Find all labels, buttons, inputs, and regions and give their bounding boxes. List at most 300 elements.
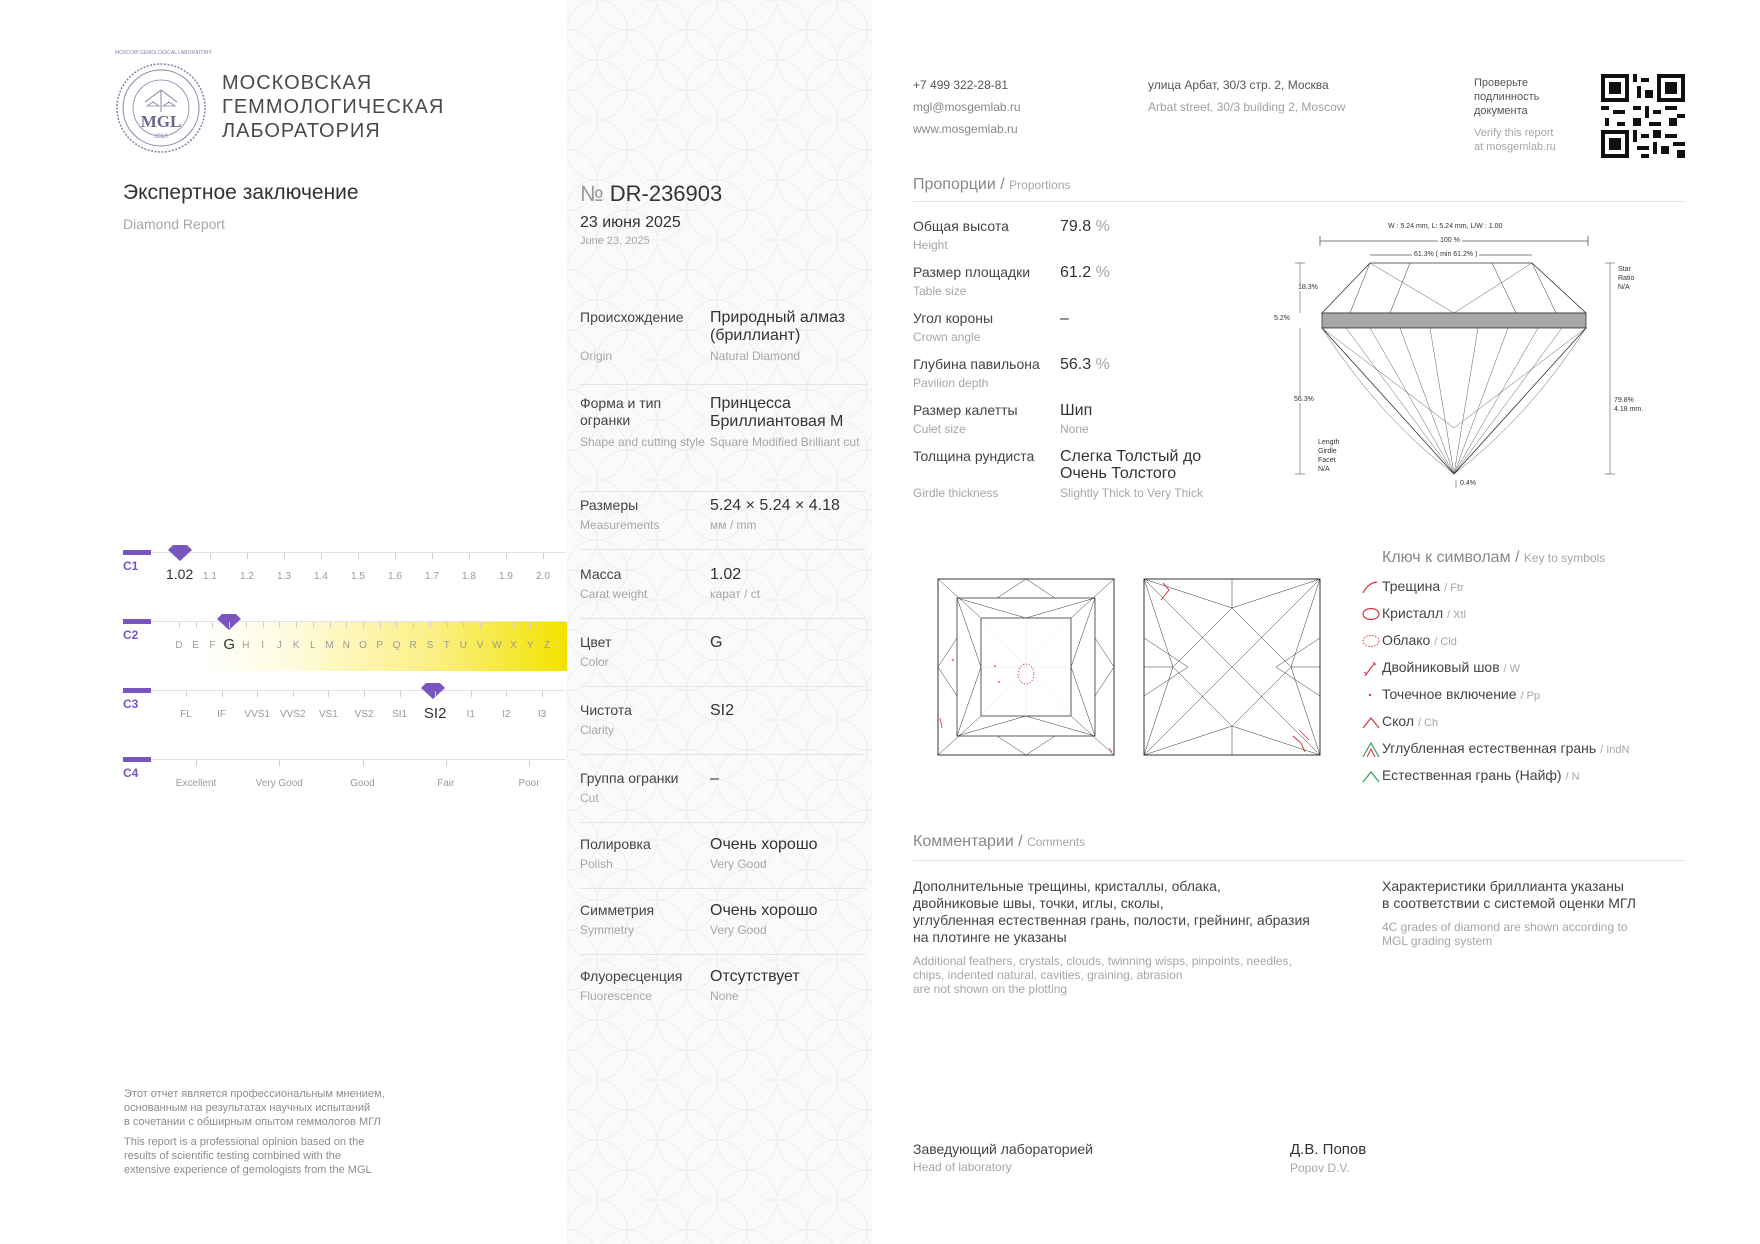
twinning-wisp-icon — [1362, 661, 1378, 677]
crystal-icon — [1362, 607, 1380, 621]
contact-email[interactable]: mgl@mosgemlab.ru — [913, 100, 1021, 114]
property-label: Происхождение — [580, 309, 684, 325]
c3-tick-mark — [400, 691, 401, 697]
c3-line — [151, 690, 566, 691]
c2-tick-label: U — [459, 640, 467, 651]
c1-tag: C1 — [123, 559, 139, 573]
c2-tick-mark — [179, 622, 180, 628]
property-label: Форма и тип огранки — [580, 395, 662, 428]
comments-title-ru: Комментарии — [913, 833, 1014, 850]
cloud-icon — [1362, 634, 1380, 648]
diagram-height-pct: 79.8% — [1614, 397, 1634, 404]
c2-tick-mark — [380, 622, 381, 628]
signature-role-en: Head of laboratory — [913, 1160, 1012, 1174]
lab-name-line-1: МОСКОВСКАЯ — [222, 72, 373, 94]
proportion-number: 79.8 — [1060, 218, 1092, 235]
proportion-label: Глубина павильона — [913, 356, 1040, 372]
c2-tick-mark — [346, 622, 347, 628]
key-code: / N — [1565, 771, 1580, 783]
plot-pavilion-view — [1143, 578, 1321, 761]
report-number — [580, 181, 722, 207]
key-code: / IndN — [1600, 744, 1630, 756]
c3-tick-label: SI1 — [392, 709, 408, 720]
c2-tick-label: Y — [526, 640, 534, 651]
disclaimer-ru-2: основанным на результатах научных испытаний — [124, 1102, 371, 1114]
proportion-diagram — [1270, 218, 1670, 498]
key-twinning-wisp — [1382, 659, 1520, 675]
property-label: Группа огранки — [580, 770, 679, 786]
property-carat — [580, 566, 866, 619]
proportions-divider — [913, 201, 1685, 202]
note-ru-1: Характеристики бриллианта указаны — [1382, 878, 1624, 894]
c2-tick-label: V — [476, 640, 484, 651]
c2-tick-label: H — [242, 640, 250, 651]
c1-tick-label: 1.2 — [240, 571, 254, 582]
property-fluorescence — [580, 968, 866, 1010]
c1-tick-mark — [543, 553, 544, 559]
property-value: 1.02 — [710, 566, 742, 583]
c1-tick-label: 1.5 — [351, 571, 365, 582]
c3-tick-mark — [222, 691, 223, 697]
c1-bar — [123, 550, 151, 555]
c1-tick-label: 1.7 — [425, 571, 439, 582]
diagram-girdle: 5.2% — [1274, 315, 1290, 322]
c2-tick-label: I — [261, 640, 265, 651]
comment-ru-3: углубленная естественная грань, полости, грейнинг, абразия — [913, 912, 1310, 928]
c2-tick-mark — [396, 622, 397, 628]
key-label: Скол — [1382, 713, 1415, 729]
c3-tick-label: FL — [180, 709, 192, 720]
diagram-crown: 18.3% — [1298, 284, 1318, 291]
comment-ru-2: двойниковые швы, точки, иглы, сколы, — [913, 895, 1164, 911]
c1-tick-mark — [284, 553, 285, 559]
disclaimer-en-3: extensive experience of gemologists from the MGL — [124, 1164, 372, 1176]
c4-tick-label: Poor — [518, 778, 540, 789]
natural-icon — [1362, 769, 1380, 783]
report-date: 23 июня 2025 — [580, 214, 681, 231]
disclaimer-ru-1: Этот отчет является профессиональным мнением, — [124, 1088, 385, 1100]
lab-name — [222, 71, 444, 143]
signature-name-ru: Д.В. Попов — [1290, 1141, 1367, 1158]
verify-en-2: at mosgemlab.ru — [1474, 141, 1556, 153]
property-value-en: карат / ct — [710, 587, 761, 601]
c4-tick-mark — [196, 760, 197, 766]
c2-bar — [123, 619, 151, 624]
c2-tick-mark — [480, 622, 481, 628]
key-label: Двойниковый шов — [1382, 659, 1500, 675]
report-number-value: DR-236903 — [609, 181, 723, 206]
c3-tick-mark — [186, 691, 187, 697]
property-value-en: Natural Diamond — [710, 349, 801, 363]
diagram-lgf-2: Girdle — [1318, 448, 1337, 455]
key-title: Ключ к символам / Key to symbols — [1382, 549, 1606, 566]
feather-icon — [1362, 580, 1378, 594]
c2-tick-label: W — [492, 640, 502, 651]
c2-tick-label: Z — [543, 640, 551, 651]
c4-tick-mark — [529, 760, 530, 766]
key-code: / Ch — [1417, 717, 1439, 729]
plot-crown-view — [937, 578, 1115, 761]
key-crystal — [1382, 605, 1466, 621]
c4-tick-mark — [363, 760, 364, 766]
c2-tick-mark — [547, 622, 548, 628]
proportion-value-en: None — [1060, 422, 1089, 436]
logo-text: MGL — [140, 112, 182, 131]
proportion-value: Слегка Толстый до Очень Толстого — [1060, 448, 1202, 482]
contact-website[interactable]: www.mosgemlab.ru — [913, 122, 1018, 136]
c3-tick-mark — [471, 691, 472, 697]
verify-block — [1474, 76, 1556, 154]
comments-divider — [913, 860, 1685, 861]
c2-tick-mark — [212, 622, 213, 628]
property-polish — [580, 836, 866, 889]
proportion-label: Толщина рундиста — [913, 448, 1035, 464]
c2-tick-label: Q — [392, 640, 401, 651]
c2-tick-label: G — [223, 636, 236, 653]
property-value-en: Very Good — [710, 857, 767, 871]
c3-bar — [123, 688, 151, 693]
property-label: Масса — [580, 566, 622, 582]
property-measurements — [580, 497, 866, 550]
c3-tick-label: I1 — [466, 709, 475, 720]
c3-tick-mark — [435, 691, 436, 697]
diagram-lgf-1: Length — [1318, 439, 1340, 446]
property-value-en: Square Modified Brilliant cut — [710, 435, 860, 449]
property-shape — [580, 395, 866, 492]
property-value: Очень хорошо — [710, 836, 818, 853]
report-subtitle: Diamond Report — [123, 216, 225, 232]
c2-tick-mark — [430, 622, 431, 628]
diagram-pavilion: 56.3% — [1294, 396, 1314, 403]
diagram-lgf-3: Facet — [1318, 457, 1336, 464]
diagram-lgf-4: N/A — [1318, 466, 1330, 473]
property-value: G — [710, 634, 723, 651]
c2-tick-mark — [279, 622, 280, 628]
proportion-value — [1060, 264, 1110, 282]
proportion-unit: % — [1095, 356, 1110, 373]
c1-tick-label: 1.4 — [314, 571, 328, 582]
comment-en-2: chips, indented natural, cavities, graining, abrasion — [913, 968, 1183, 982]
property-label-en: Color — [580, 655, 609, 669]
comment-en-1: Additional feathers, crystals, clouds, twinning wisps, pinpoints, needles, — [913, 954, 1292, 968]
property-value-en: None — [710, 989, 739, 1003]
key-pinpoint — [1382, 686, 1540, 702]
c4-tick-mark — [446, 760, 447, 766]
proportion-number: 56.3 — [1060, 356, 1092, 373]
key-chip — [1382, 713, 1438, 729]
c2-tick-mark — [229, 622, 230, 628]
key-label: Естественная грань (Найф) — [1382, 767, 1562, 783]
pinpoint-icon — [1362, 688, 1378, 702]
c2-tick-label: J — [276, 640, 282, 651]
key-label: Кристалл — [1382, 605, 1444, 621]
logo-ring-text: MOSCOW GEMOLOGICAL LABORATORY — [115, 50, 212, 56]
c2-tick-mark — [447, 622, 448, 628]
signature-name-en: Popov D.V. — [1290, 1161, 1350, 1175]
c1-tick-mark — [210, 553, 211, 559]
property-label-en: Symmetry — [580, 923, 634, 937]
c3-tick-label: VVS1 — [244, 709, 270, 720]
comments-body — [913, 878, 1310, 996]
property-label-en: Cut — [580, 791, 599, 805]
proportion-label: Размер площадки — [913, 264, 1031, 280]
proportion-label: Угол короны — [913, 310, 994, 326]
address-ru: улица Арбат, 30/3 стр. 2, Москва — [1148, 78, 1329, 92]
key-code: / W — [1503, 663, 1521, 675]
c1-tick-label: 2.0 — [536, 571, 550, 582]
key-label: Углубленная естественная грань — [1382, 740, 1597, 756]
property-value: Принцесса Бриллиантовая М — [710, 395, 844, 430]
comments-title-en: Comments — [1027, 835, 1086, 849]
c3-marker — [421, 683, 445, 704]
property-value: 5.24 × 5.24 × 4.18 — [710, 497, 840, 514]
proportion-label-en: Girdle thickness — [913, 486, 999, 500]
c4-bar — [123, 757, 151, 762]
report-title: Экспертное заключение — [123, 181, 359, 204]
signature-role — [913, 1141, 1093, 1174]
c3-tick-label: I2 — [502, 709, 511, 720]
c1-marker — [168, 545, 192, 566]
c2-tick-mark — [363, 622, 364, 628]
comment-ru-4: на плотинге не указаны — [913, 929, 1067, 945]
property-cut — [580, 770, 866, 823]
note-en-2: MGL grading system — [1382, 934, 1493, 948]
proportion-value: Шип — [1060, 402, 1093, 419]
proportion-value-en: Slightly Thick to Very Thick — [1060, 486, 1203, 500]
property-value: Очень хорошо — [710, 902, 818, 919]
key-label: Трещина — [1382, 578, 1441, 594]
key-title-en: Key to symbols — [1523, 551, 1606, 565]
property-label-en: Origin — [580, 349, 613, 363]
contact-phone[interactable]: +7 499 322-28-81 — [913, 78, 1009, 92]
property-value: SI2 — [710, 702, 735, 719]
c2-tick-mark — [514, 622, 515, 628]
key-cloud — [1382, 632, 1457, 648]
key-code: / Xtl — [1447, 609, 1466, 621]
c2-tick-label: S — [426, 640, 434, 651]
proportion-label-en: Table size — [913, 284, 967, 298]
proportion-number: 61.2 — [1060, 264, 1092, 281]
address-en: Arbat street, 30/3 building 2, Moscow — [1148, 100, 1346, 114]
c3-tick-mark — [542, 691, 543, 697]
c2-tick-mark — [530, 622, 531, 628]
proportion-label-en: Crown angle — [913, 330, 981, 344]
c3-tick-label: VS2 — [354, 709, 374, 720]
property-label: Флуоресценция — [580, 968, 683, 984]
c2-tick-mark — [313, 622, 314, 628]
comment-en-3: are not shown on the plotting — [913, 982, 1068, 996]
report-date-en: June 23, 2025 — [580, 235, 650, 247]
verify-ru-1: Проверьте — [1474, 77, 1529, 89]
c1-selected-label: 1.02 — [166, 566, 194, 582]
c2-tick-mark — [196, 622, 197, 628]
key-code: / Cld — [1434, 636, 1457, 648]
diagram-lgf — [1318, 438, 1339, 474]
proportions-title: Пропорции / Proportions — [913, 176, 1071, 193]
c2-tick-label: K — [292, 640, 300, 651]
c3-tick-mark — [506, 691, 507, 697]
c2-tick-mark — [263, 622, 264, 628]
key-code: / Pp — [1520, 690, 1541, 702]
address-block — [1148, 74, 1345, 118]
diagram-star-ratio — [1618, 265, 1634, 292]
proportion-unit: % — [1095, 264, 1110, 281]
c3-tick-mark — [293, 691, 294, 697]
verify-ru-3: документа — [1474, 105, 1528, 117]
c3-tick-label: VVS2 — [280, 709, 306, 720]
property-label: Чистота — [580, 702, 632, 718]
key-natural — [1382, 767, 1580, 783]
property-value: Природный алмаз (бриллиант) — [710, 309, 846, 344]
property-label-en: Fluorescence — [580, 989, 653, 1003]
proportion-value — [1060, 356, 1110, 374]
c1-tick-mark — [469, 553, 470, 559]
key-label: Облако — [1382, 632, 1431, 648]
c2-tick-label: M — [325, 640, 334, 651]
c1-tick-label: 1.9 — [499, 571, 513, 582]
c1-tick-mark — [506, 553, 507, 559]
property-label-en: Measurements — [580, 518, 660, 532]
diagram-star-3: N/A — [1618, 284, 1630, 291]
c2-tick-mark — [497, 622, 498, 628]
report-number-prefix: № — [580, 181, 604, 206]
c3-tick-mark — [364, 691, 365, 697]
c2-tick-label: O — [359, 640, 367, 651]
c2-tick-label: F — [209, 640, 216, 651]
diagram-table: 61.3% ( min 61.2% ) — [1414, 251, 1478, 258]
property-label-en: Carat weight — [580, 587, 648, 601]
c3-tick-label: VS1 — [318, 709, 338, 720]
signature-role-ru: Заведующий лабораторией — [913, 1141, 1093, 1157]
key-title-ru: Ключ к символам — [1382, 549, 1511, 566]
c3-tick-mark — [257, 691, 258, 697]
diagram-height-mm: 4.18 mm. — [1614, 406, 1644, 413]
c2-tick-label: T — [443, 640, 450, 651]
logo-year: 2010 — [154, 134, 168, 140]
comments-title: Комментарии / Comments — [913, 833, 1086, 850]
property-label-en: Shape and cutting style — [580, 435, 705, 449]
c3-tick-label: SI2 — [423, 705, 447, 722]
c2-tick-label: N — [342, 640, 350, 651]
indented-natural-icon — [1362, 742, 1380, 758]
property-value: Отсутствует — [710, 968, 800, 985]
c1-tick-label: 1.1 — [203, 571, 217, 582]
c4-line — [151, 759, 566, 760]
property-clarity — [580, 702, 866, 755]
property-label: Полировка — [580, 836, 651, 852]
c4-tick-label: Very Good — [255, 778, 303, 789]
c2-tick-label: E — [192, 640, 200, 651]
property-label-en: Polish — [580, 857, 613, 871]
lab-name-line-2: ГЕММОЛОГИЧЕСКАЯ — [222, 96, 445, 118]
property-value-en: Very Good — [710, 923, 767, 937]
c1-tick-mark — [247, 553, 248, 559]
property-color — [580, 634, 866, 687]
proportion-label: Размер калетты — [913, 402, 1018, 418]
c2-tick-mark — [330, 622, 331, 628]
c4-tag: C4 — [123, 766, 139, 780]
proportion-unit: % — [1095, 218, 1110, 235]
mgl-logo-seal — [115, 50, 212, 154]
c2-tick-mark — [413, 622, 414, 628]
c1-tick-mark — [432, 553, 433, 559]
note-ru-2: в соответствии с системой оценки МГЛ — [1382, 895, 1636, 911]
verify-en-1: Verify this report — [1474, 127, 1554, 139]
property-value: – — [710, 770, 719, 787]
disclaimer-ru-3: в сочетании с обширным опытом геммологов МГЛ — [124, 1116, 381, 1128]
c1-tick-label: 1.8 — [462, 571, 476, 582]
signature-name — [1290, 1141, 1366, 1175]
property-value-en: мм / mm — [710, 518, 757, 532]
c2-tick-mark — [246, 622, 247, 628]
property-origin — [580, 309, 866, 385]
c3-tick-label: I3 — [537, 709, 547, 720]
diagram-star-2: Ratio — [1618, 275, 1635, 282]
disclaimer-en-1: This report is a professional opinion based on the — [124, 1136, 365, 1148]
c2-tick-label: D — [175, 640, 183, 651]
c3-tick-label: IF — [217, 709, 227, 720]
c3-tick-mark — [328, 691, 329, 697]
c1-tick-label: 1.3 — [277, 571, 291, 582]
proportion-label-en: Pavilion depth — [913, 376, 989, 390]
c2-tick-label: R — [409, 640, 417, 651]
disclaimer — [124, 1087, 385, 1177]
c1-tick-mark — [321, 553, 322, 559]
proportions-title-en: Proportions — [1009, 178, 1071, 192]
diagram-star-1: Star — [1618, 266, 1631, 273]
proportion-value: – — [1060, 310, 1069, 327]
c2-tick-mark — [463, 622, 464, 628]
key-indented-natural — [1382, 740, 1629, 756]
proportion-value — [1060, 218, 1110, 236]
c4-tick-label: Fair — [437, 778, 455, 789]
c2-tick-label: X — [510, 640, 517, 651]
contacts-block — [913, 74, 1021, 140]
c2-tag: C2 — [123, 628, 139, 642]
grading-note — [1382, 878, 1636, 948]
property-label: Цвет — [580, 634, 612, 650]
verify-ru-2: подлинность — [1474, 91, 1540, 103]
proportion-label-en: Culet size — [913, 422, 966, 436]
diagram-culet: 0.4% — [1460, 480, 1476, 487]
note-en-1: 4C grades of diamond are shown according to — [1382, 920, 1628, 934]
c1-tick-label: 1.6 — [388, 571, 402, 582]
c2-tick-mark — [296, 622, 297, 628]
property-symmetry — [580, 902, 866, 955]
diagram-dims: W : 5.24 mm, L: 5.24 mm, L/W : 1.00 — [1388, 223, 1503, 230]
lab-name-line-3: ЛАБОРАТОРИЯ — [222, 120, 381, 142]
comment-ru-1: Дополнительные трещины, кристаллы, облака, — [913, 878, 1221, 894]
c2-tick-label: L — [310, 640, 316, 651]
c4-tick-label: Good — [350, 778, 375, 789]
disclaimer-en-2: results of scientific testing combined with the — [124, 1150, 342, 1162]
c1-tick-mark — [358, 553, 359, 559]
proportion-label: Общая высота — [913, 218, 1009, 234]
proportion-label-en: Height — [913, 238, 948, 252]
qr-code[interactable] — [1601, 74, 1685, 163]
key-label: Точечное включение — [1382, 686, 1517, 702]
key-code: / Ftr — [1444, 582, 1464, 594]
chip-icon — [1362, 715, 1380, 729]
c4-tick-label: Excellent — [175, 778, 217, 789]
proportions-title-ru: Пропорции — [913, 176, 996, 193]
diagram-total: 100 % — [1440, 237, 1460, 244]
c2-tick-label: P — [376, 640, 384, 651]
c3-tag: C3 — [123, 697, 139, 711]
c4-tick-mark — [279, 760, 280, 766]
c1-tick-mark — [395, 553, 396, 559]
property-label: Размеры — [580, 497, 639, 513]
